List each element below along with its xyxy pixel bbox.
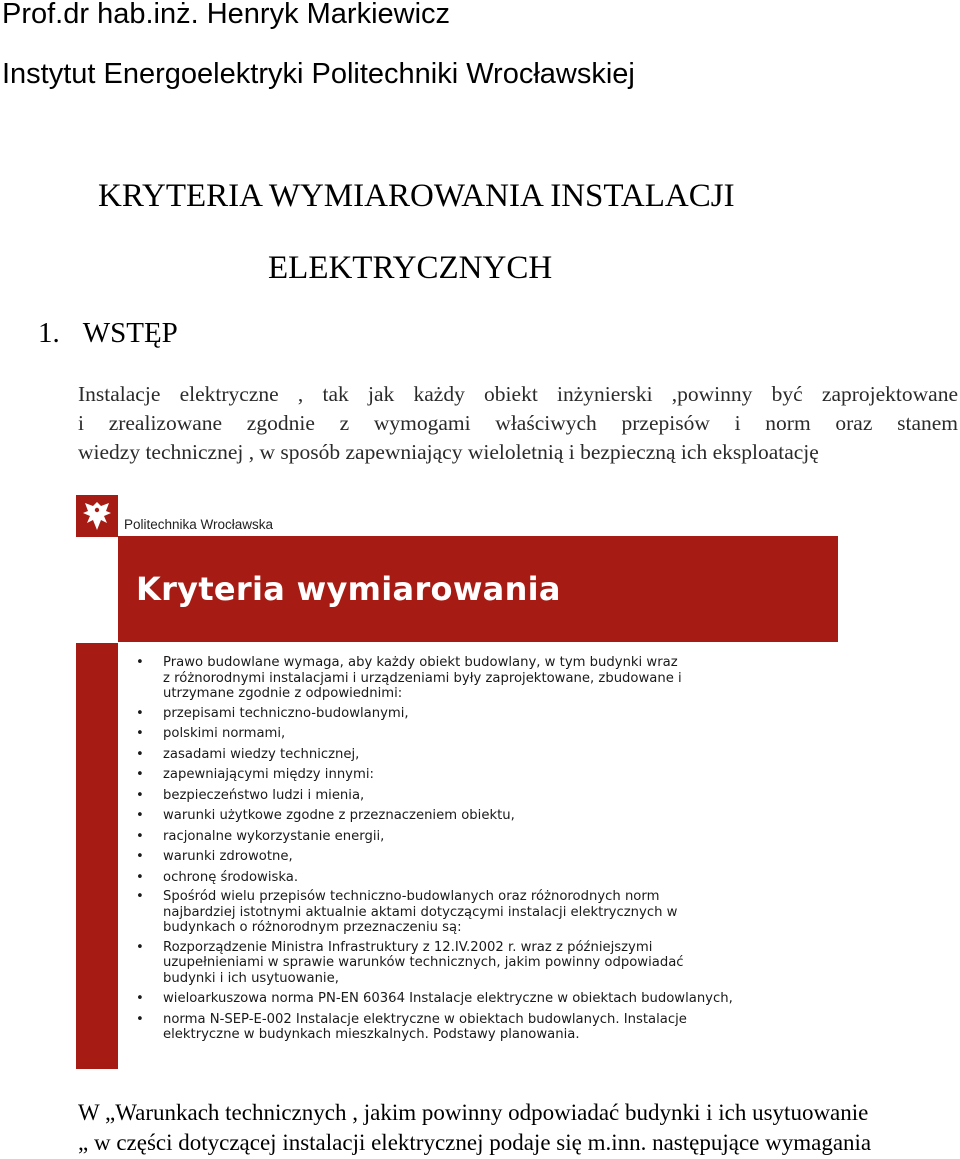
list-item	[136, 991, 836, 1007]
list-item-line: • ochronę środowiska.	[163, 869, 299, 885]
list-item	[136, 829, 836, 845]
list-item-line: • warunki użytkowe zgodne z przeznaczeniem obiektu,	[163, 808, 515, 823]
slide-bullet-list	[136, 655, 836, 1043]
list-item	[136, 889, 836, 936]
closing-line: „ w części dotyczącej instalacji elektrycznej podaje się m.inn. następujące wymagania	[78, 1130, 872, 1155]
document-title-line-2: ELEKTRYCZNYCH	[268, 250, 553, 286]
intro-line: Instalacje elektryczne , tak jak każdy obiekt inżynierski ,powinny być zaprojektowane	[78, 382, 958, 406]
list-item-line: • zapewniającymi między innymi:	[163, 767, 374, 782]
eagle-crest-icon	[76, 495, 118, 537]
list-item-line: • warunki zdrowotne,	[163, 849, 293, 864]
list-item-line: utrzymane zgodnie z odpowiednimi:	[163, 686, 403, 701]
list-item-line: • zasadami wiedzy technicznej,	[163, 746, 360, 762]
institute-line: Instytut Energoelektryki Politechniki Wrocławskiej	[2, 58, 635, 90]
list-item-line: budynki i ich usytuowanie,	[163, 970, 339, 986]
document-title-line-1: KRYTERIA WYMIAROWANIA INSTALACJI	[98, 178, 735, 214]
list-item	[136, 870, 836, 886]
list-item	[136, 726, 836, 742]
list-item	[136, 747, 836, 763]
list-item-line: • Rozporządzenie Ministra Infrastruktury z 12.IV.2002 r. wraz z późniejszymi	[163, 939, 653, 955]
intro-paragraph	[78, 380, 958, 467]
author-line: Prof.dr hab.inż. Henryk Markiewicz	[2, 0, 451, 30]
slide-title: Kryteria wymiarowania	[136, 570, 561, 608]
intro-line: i zrealizowane zgodnie z wymogami właściwych przepisów i norm oraz stanem	[78, 411, 958, 435]
list-item-line: najbardziej istotnymi aktualnie aktami dotyczącymi instalacji elektrycznych w	[163, 904, 678, 920]
section-heading	[38, 313, 178, 353]
closing-line: W „Warunkach technicznych , jakim powinny odpowiadać budynki i ich usytuowanie	[78, 1100, 869, 1125]
list-item-line: z różnorodnymi instalacjami i urządzeniami były zaprojektowane, zbudowane i	[163, 670, 682, 686]
list-item-line: budynkach o różnorodnym przeznaczeniu są:	[163, 920, 462, 935]
list-item-line: • norma N-SEP-E-002 Instalacje elektryczne w obiektach budowlanych. Instalacje	[163, 1011, 687, 1027]
intro-line: wiedzy technicznej , w sposób zapewniający wieloletnią i bezpieczną ich eksploatację	[78, 440, 819, 464]
list-item-line: • polskimi normami,	[163, 726, 286, 741]
list-item	[136, 1012, 836, 1043]
list-item-line: • bezpieczeństwo ludzi i mienia,	[163, 787, 365, 803]
embedded-slide	[76, 495, 838, 1069]
list-item	[136, 808, 836, 824]
slide-left-bar	[76, 643, 118, 1069]
list-item-line: • racjonalne wykorzystanie energii,	[163, 828, 385, 844]
list-item	[136, 788, 836, 804]
list-item-line: • przepisami techniczno-budowlanymi,	[163, 705, 409, 721]
list-item	[136, 767, 836, 783]
list-item-line: • Prawo budowlane wymaga, aby każdy obiekt budowlany, w tym budynki wraz	[163, 655, 678, 670]
university-name: Politechnika Wrocławska	[124, 517, 274, 532]
list-item-line: • Spośród wielu przepisów techniczno-budowlanych oraz różnorodnych norm	[163, 889, 660, 904]
list-item-line: • wieloarkuszowa norma PN-EN 60364 Instalacje elektryczne w obiektach budowlanych,	[163, 991, 733, 1006]
list-item	[136, 940, 836, 987]
slide-title-banner	[118, 536, 838, 642]
section-number: 1.	[38, 317, 60, 349]
list-item	[136, 849, 836, 865]
list-item	[136, 655, 836, 702]
list-item-line: elektryczne w budynkach mieszkalnych. Podstawy planowania.	[163, 1027, 580, 1042]
list-item-line: uzupełnieniami w sprawie warunków technicznych, jakim powinny odpowiadać	[163, 955, 684, 970]
closing-paragraph	[78, 1098, 958, 1158]
section-label: WSTĘP	[82, 317, 178, 349]
list-item	[136, 706, 836, 722]
